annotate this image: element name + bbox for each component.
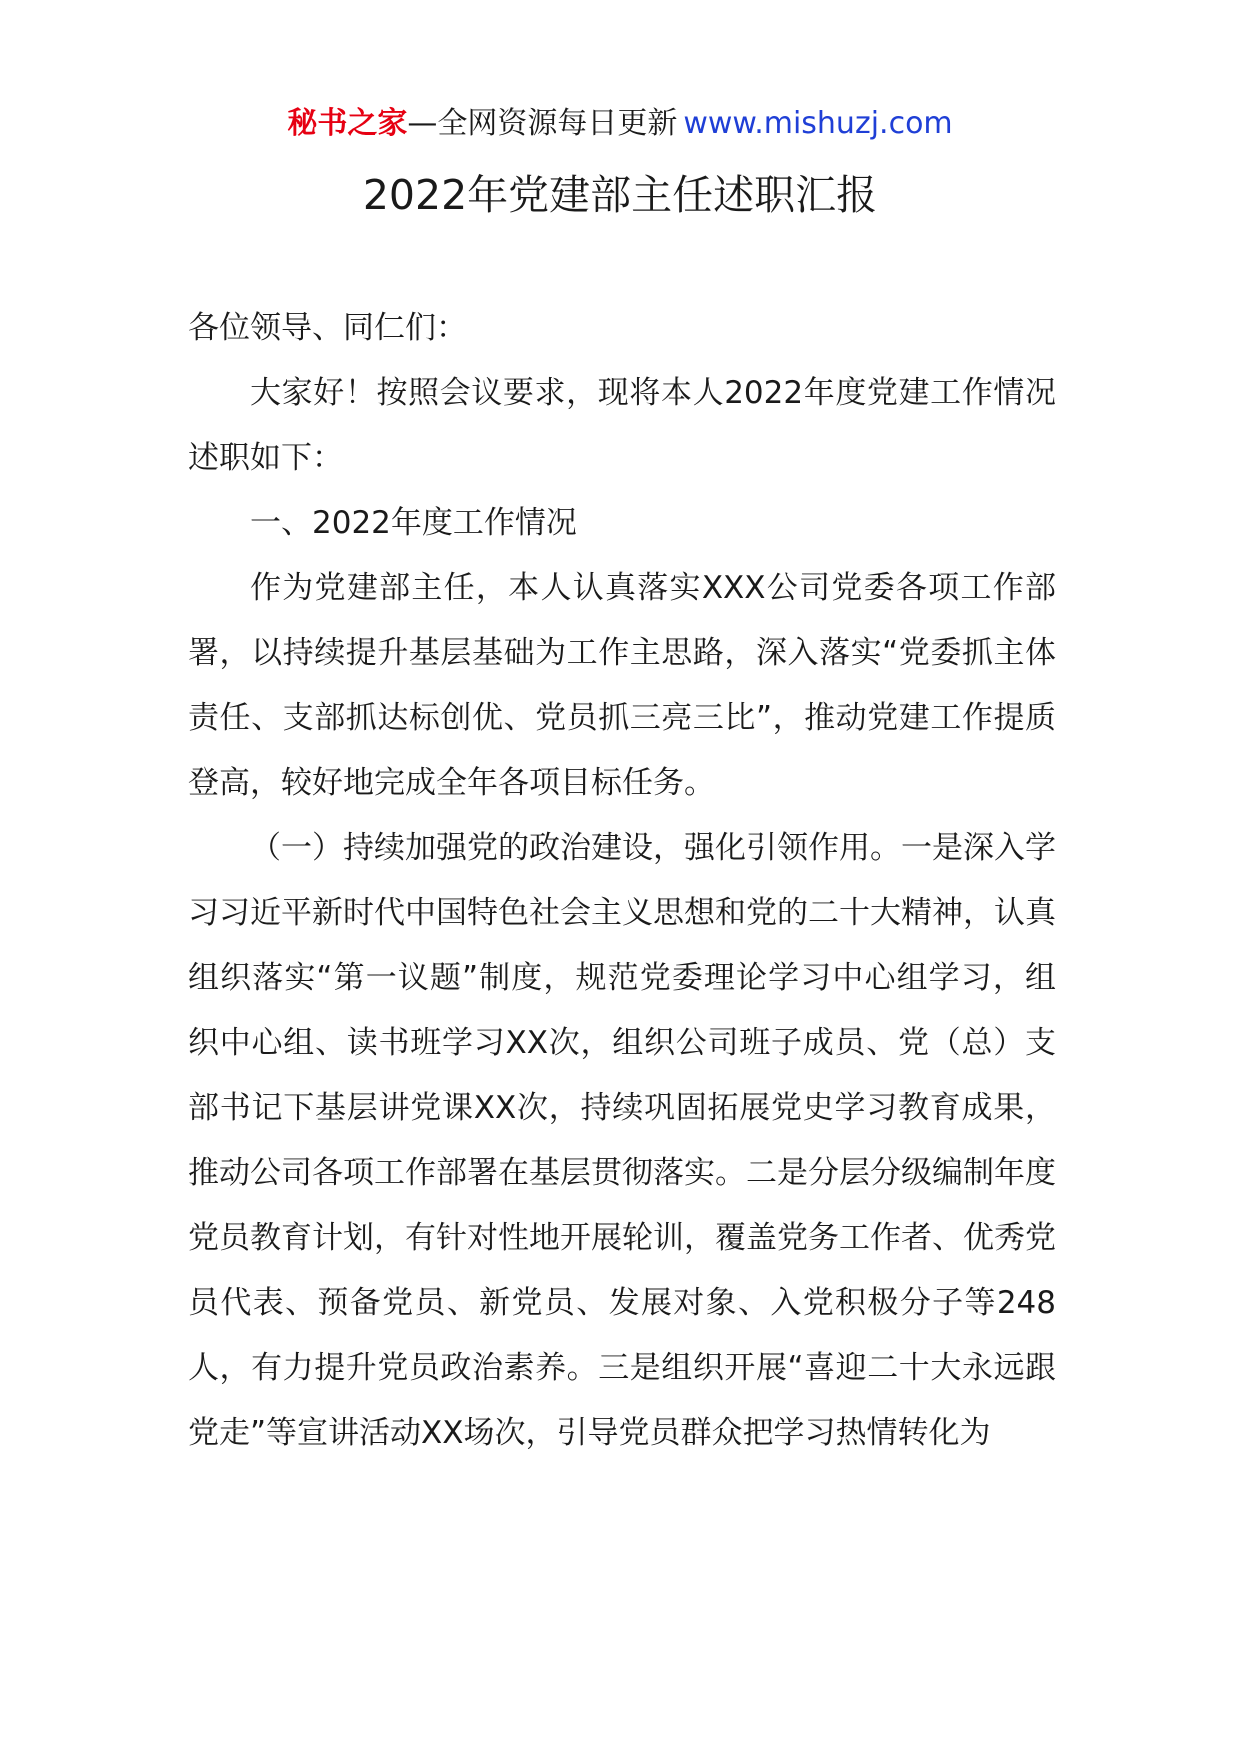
site-url-link[interactable]: www.mishuzj.com <box>683 106 953 141</box>
site-slogan: —全网资源每日更新 <box>407 106 678 141</box>
section-heading-1: 一、2022年度工作情况 <box>250 505 577 541</box>
document-body <box>188 296 1056 1466</box>
salutation: 各位领导、同仁们： <box>188 310 467 346</box>
site-header <box>0 104 1240 144</box>
paragraph-greeting: 大家好！按照会议要求，现将本人2022年度党建工作情况述职如下： <box>188 375 1056 476</box>
paragraph-political-construction: （一）持续加强党的政治建设，强化引领作用。一是深入学习习近平新时代中国特色社会主义思想和党的二十大精神，认真组织落实“第一议题”制度，规范党委理论学习中心组学习，组织中心组、读书班学习XX次，组织公司班子成员、党（总）支部书记下基层讲党课XX次，持续巩固拓展党史学习教育成果，推动公司各项工作部署在基层贯彻落实。二是分层分级编制年度党员教育计划，有针对性地开展轮训，覆盖党务工作者、优秀党员代表、预备党员、新党员、发展对象、入党积极分子等248人，有力提升党员政治素养。三是组织开展“喜迎二十大永远跟党走”等宣讲活动XX场次，引导党员群众把学习热情转化为 <box>188 830 1056 1451</box>
paragraph-overview: 作为党建部主任，本人认真落实XXX公司党委各项工作部署，以持续提升基层基础为工作主思路，深入落实“党委抓主体责任、支部抓达标创优、党员抓三亮三比”，推动党建工作提质登高，较好地完成全年各项目标任务。 <box>188 570 1056 801</box>
site-name: 秘书之家 <box>287 106 408 141</box>
document-title: 2022年党建部主任述职汇报 <box>362 171 878 219</box>
